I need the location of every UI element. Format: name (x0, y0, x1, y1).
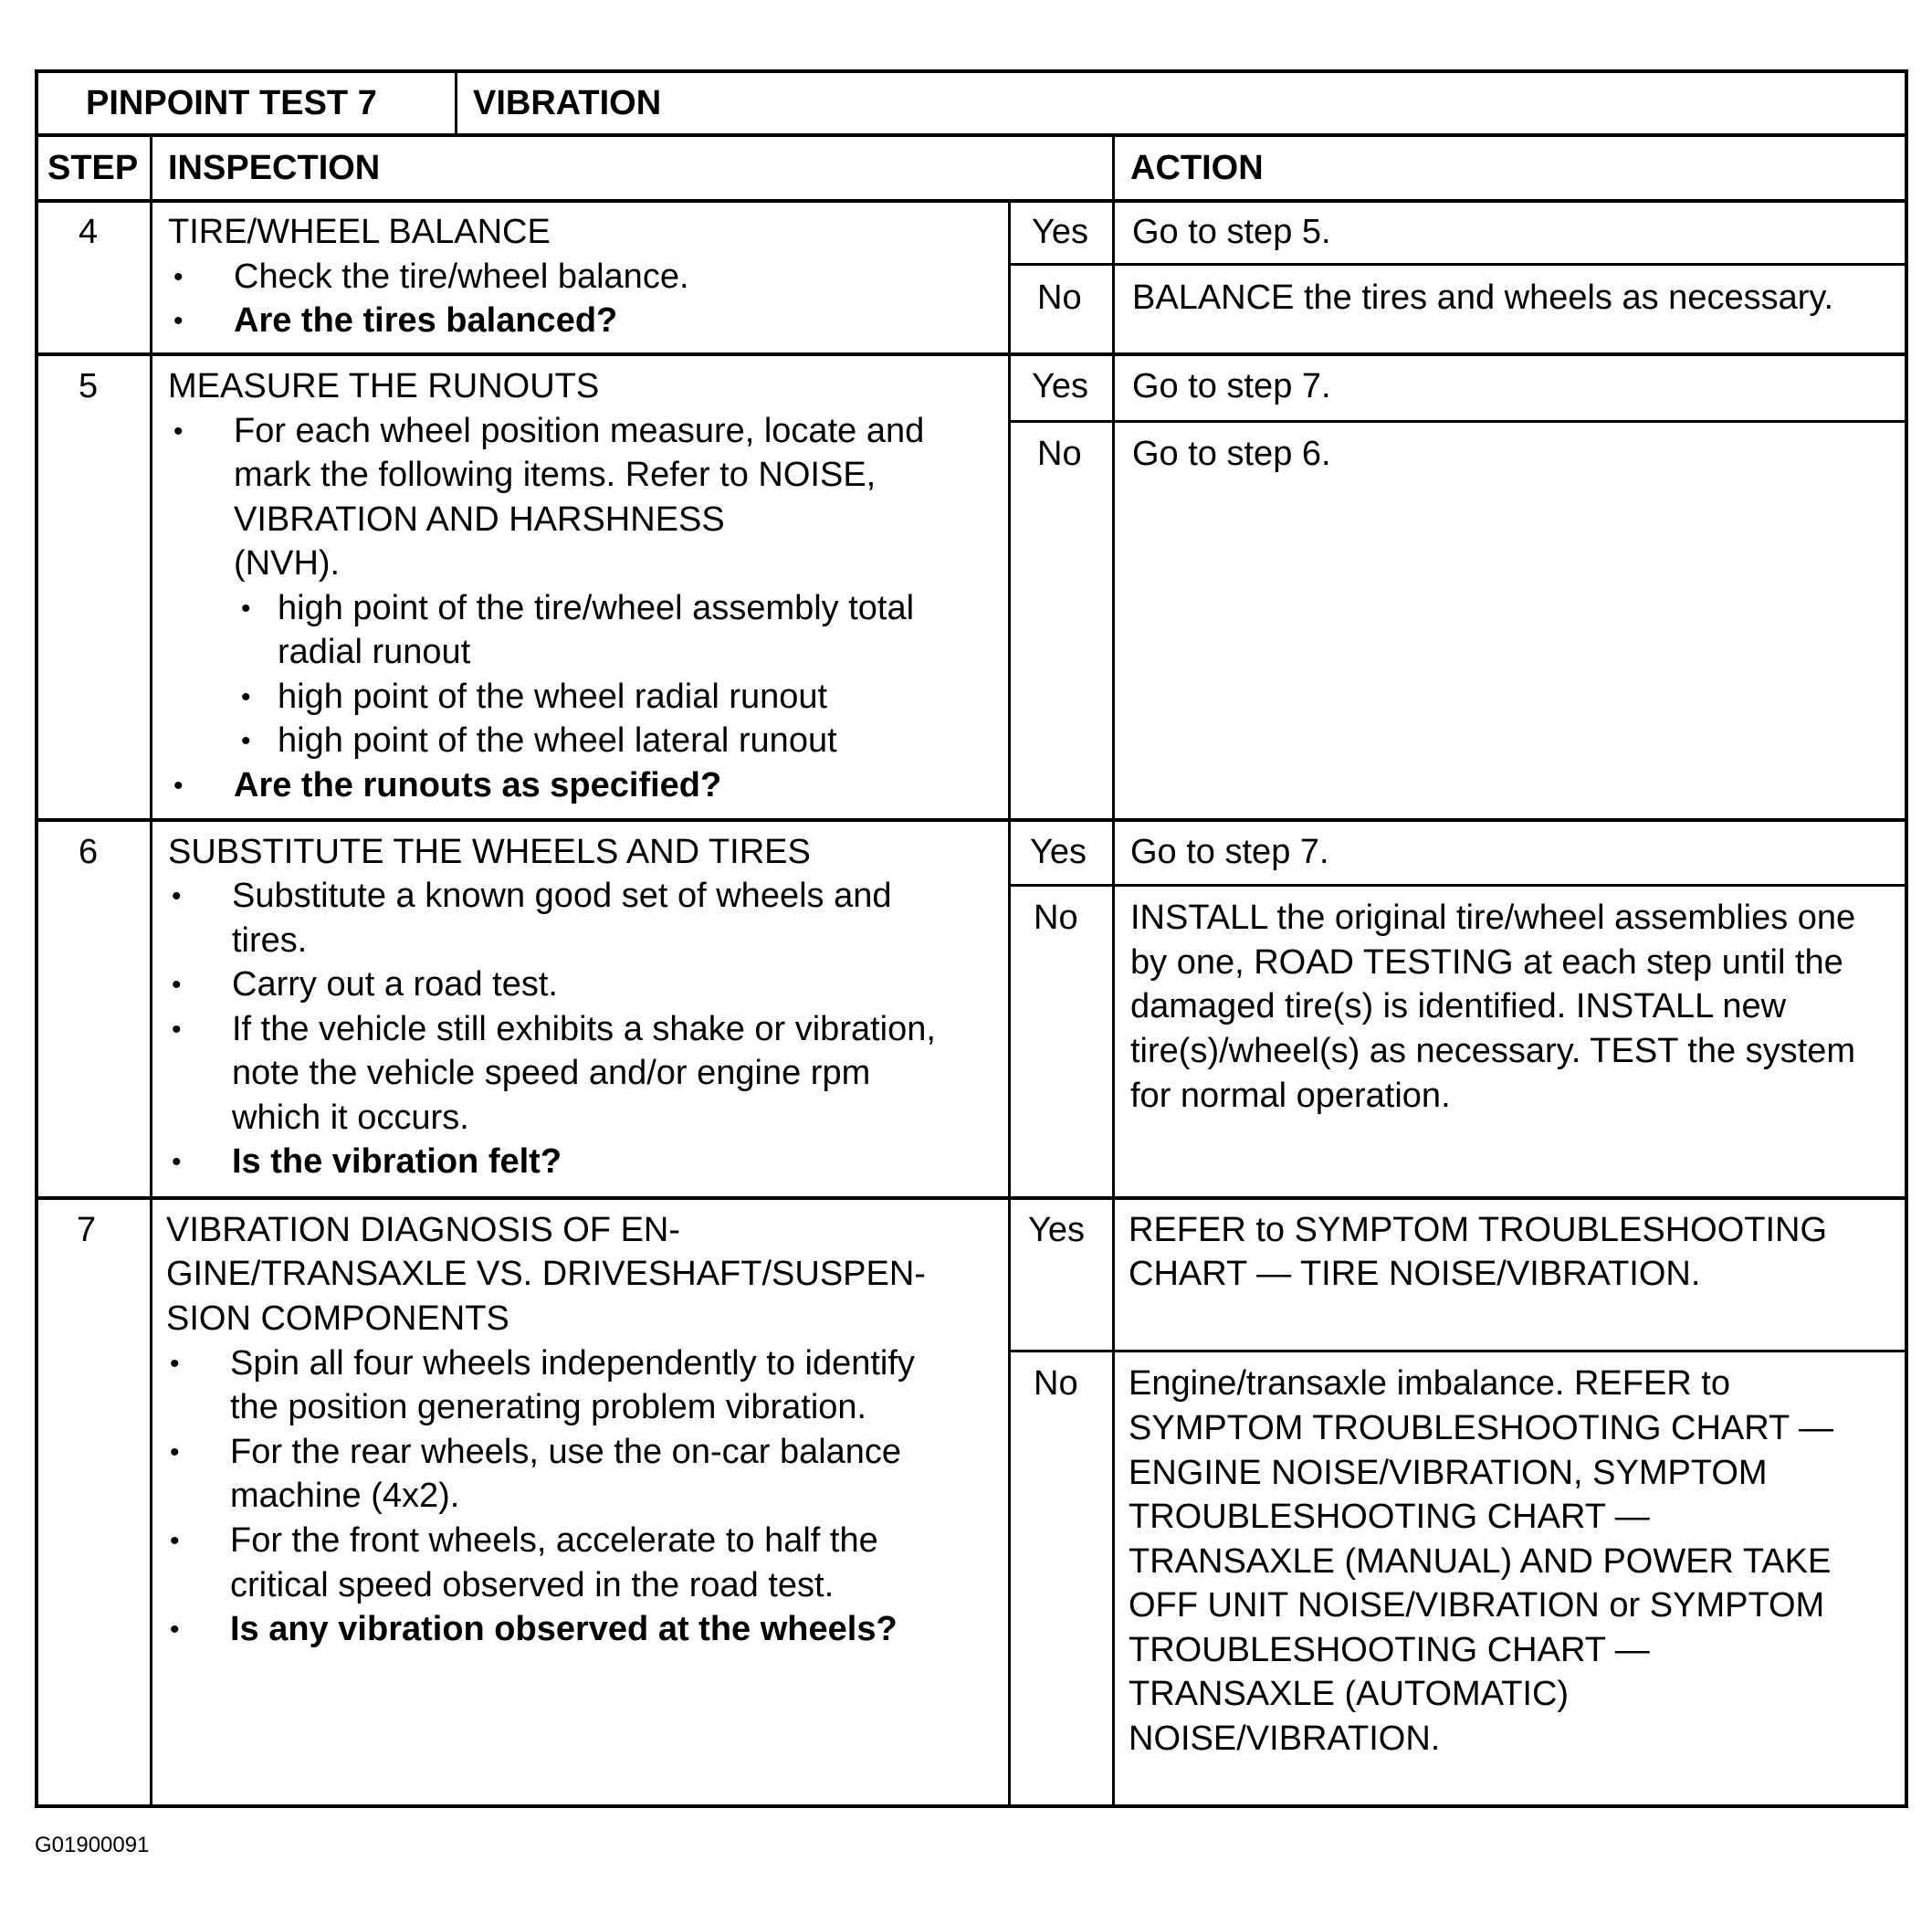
yes-action: Go to step 7. (1132, 367, 1331, 405)
bullet: • (173, 306, 184, 336)
inspection-item: For the front wheels, accelerate to half the (230, 1521, 878, 1560)
inspection-item: critical speed observed in the road test. (230, 1566, 835, 1604)
no-action: TRANSAXLE (AUTOMATIC) (1129, 1675, 1570, 1713)
inspection-item: Spin all four wheels independently to identify (230, 1344, 915, 1383)
sub-bullet: • (241, 682, 251, 712)
no-action: for normal operation. (1130, 1077, 1451, 1115)
bullet: • (173, 262, 184, 292)
step-title: SION COMPONENTS (166, 1299, 509, 1338)
yes-label: Yes (1028, 1211, 1085, 1249)
header-divider (38, 133, 1905, 137)
yes-label: Yes (1032, 213, 1088, 251)
step-title: VIBRATION DIAGNOSIS OF EN- (166, 1211, 681, 1249)
yes-no-divider (1008, 884, 1905, 887)
bullet: • (170, 1526, 180, 1556)
inspection-item: machine (4x2). (230, 1477, 460, 1515)
no-action: TROUBLESHOOTING CHART — (1129, 1498, 1650, 1536)
yes-no-divider (1008, 1350, 1905, 1352)
inspection-column-header: INSPECTION (168, 149, 381, 187)
step-column-divider (150, 133, 152, 1804)
inspection-item: tires. (232, 921, 308, 960)
yes-action: REFER to SYMPTOM TROUBLESHOOTING (1129, 1211, 1828, 1249)
row-divider (38, 352, 1905, 356)
inspection-item: Substitute a known good set of wheels and (232, 877, 892, 915)
bullet: • (172, 970, 182, 1000)
yes-no-divider (1008, 420, 1905, 423)
step-number: 5 (79, 367, 99, 405)
sub-bullet: • (241, 594, 251, 624)
no-action: TROUBLESHOOTING CHART — (1129, 1631, 1650, 1669)
title-divider (455, 73, 457, 133)
inspection-item: which it occurs. (232, 1099, 469, 1137)
bullet: • (172, 881, 182, 911)
step-title: MEASURE THE RUNOUTS (168, 367, 600, 405)
no-action: SYMPTOM TROUBLESHOOTING CHART — (1129, 1409, 1834, 1447)
no-action: by one, ROAD TESTING at each step until the (1130, 943, 1843, 982)
bullet: • (172, 1147, 182, 1177)
inspection-item: For each wheel position measure, locate and (234, 412, 925, 450)
row-divider (38, 818, 1905, 822)
no-action: TRANSAXLE (MANUAL) AND POWER TAKE (1129, 1542, 1832, 1581)
pinpoint-test-table (35, 69, 1908, 1808)
bullet: • (173, 771, 184, 801)
inspection-subitem: high point of the tire/wheel assembly total (278, 589, 915, 627)
figure-id: G01900091 (35, 1833, 150, 1857)
no-label: No (1034, 899, 1078, 937)
step-column-header: STEP (47, 149, 139, 187)
step-title: TIRE/WHEEL BALANCE (168, 213, 551, 251)
step-question: Are the runouts as specified? (234, 766, 722, 805)
yes-no-divider (1008, 263, 1905, 266)
no-action: BALANCE the tires and wheels as necessary. (1132, 279, 1834, 317)
step-question: Is any vibration observed at the wheels? (230, 1610, 898, 1648)
inspection-column-divider (1008, 199, 1011, 1804)
step-question: Is the vibration felt? (232, 1142, 562, 1181)
yes-action: CHART — TIRE NOISE/VIBRATION. (1129, 1255, 1701, 1293)
no-action: ENGINE NOISE/VIBRATION, SYMPTOM (1129, 1454, 1768, 1492)
yes-label: Yes (1030, 833, 1087, 871)
step-number: 7 (77, 1211, 97, 1249)
step-number: 4 (79, 213, 99, 251)
no-action: damaged tire(s) is identified. INSTALL new (1130, 987, 1787, 1025)
no-action: Go to step 6. (1132, 435, 1331, 473)
no-action: OFF UNIT NOISE/VIBRATION or SYMPTOM (1129, 1586, 1825, 1625)
inspection-subitem: high point of the wheel lateral runout (278, 721, 837, 760)
inspection-item: If the vehicle still exhibits a shake or vibration, (232, 1010, 936, 1048)
no-action: INSTALL the original tire/wheel assemblies one (1130, 899, 1856, 937)
step-question: Are the tires balanced? (234, 301, 618, 340)
action-column-divider (1112, 133, 1115, 1804)
yes-label: Yes (1032, 367, 1088, 405)
yes-action: Go to step 7. (1130, 833, 1329, 871)
inspection-subitem: high point of the wheel radial runout (278, 678, 828, 716)
yes-action: Go to step 5. (1132, 213, 1331, 251)
bullet: • (173, 416, 184, 447)
inspection-item: mark the following items. Refer to NOISE, (234, 456, 877, 494)
test-subject: VIBRATION (473, 84, 662, 122)
inspection-item: the position generating problem vibration. (230, 1388, 867, 1426)
no-action: tire(s)/wheel(s) as necessary. TEST the system (1130, 1032, 1856, 1070)
bullet: • (170, 1349, 180, 1379)
no-action: Engine/transaxle imbalance. REFER to (1129, 1364, 1730, 1403)
no-label: No (1034, 1364, 1078, 1403)
step-title: GINE/TRANSAXLE VS. DRIVESHAFT/SUSPEN- (166, 1255, 926, 1293)
bullet: • (172, 1015, 182, 1045)
test-title: PINPOINT TEST 7 (86, 84, 377, 122)
inspection-subitem: radial runout (278, 633, 471, 671)
inspection-item: note the vehicle speed and/or engine rpm (232, 1054, 871, 1092)
column-header-divider (38, 199, 1905, 203)
step-title: SUBSTITUTE THE WHEELS AND TIRES (168, 833, 811, 871)
bullet: • (170, 1614, 180, 1645)
step-number: 6 (79, 833, 99, 871)
no-label: No (1037, 279, 1082, 317)
inspection-item: (NVH). (234, 544, 341, 583)
sub-bullet: • (241, 726, 251, 756)
inspection-item: Check the tire/wheel balance. (234, 258, 689, 296)
inspection-item: For the rear wheels, use the on-car balance (230, 1433, 902, 1471)
action-column-header: ACTION (1130, 149, 1264, 187)
inspection-item: VIBRATION AND HARSHNESS (234, 500, 725, 539)
bullet: • (170, 1437, 180, 1467)
row-divider (38, 1196, 1905, 1200)
inspection-item: Carry out a road test. (232, 965, 558, 1004)
no-label: No (1037, 435, 1082, 473)
no-action: NOISE/VIBRATION. (1129, 1719, 1441, 1758)
